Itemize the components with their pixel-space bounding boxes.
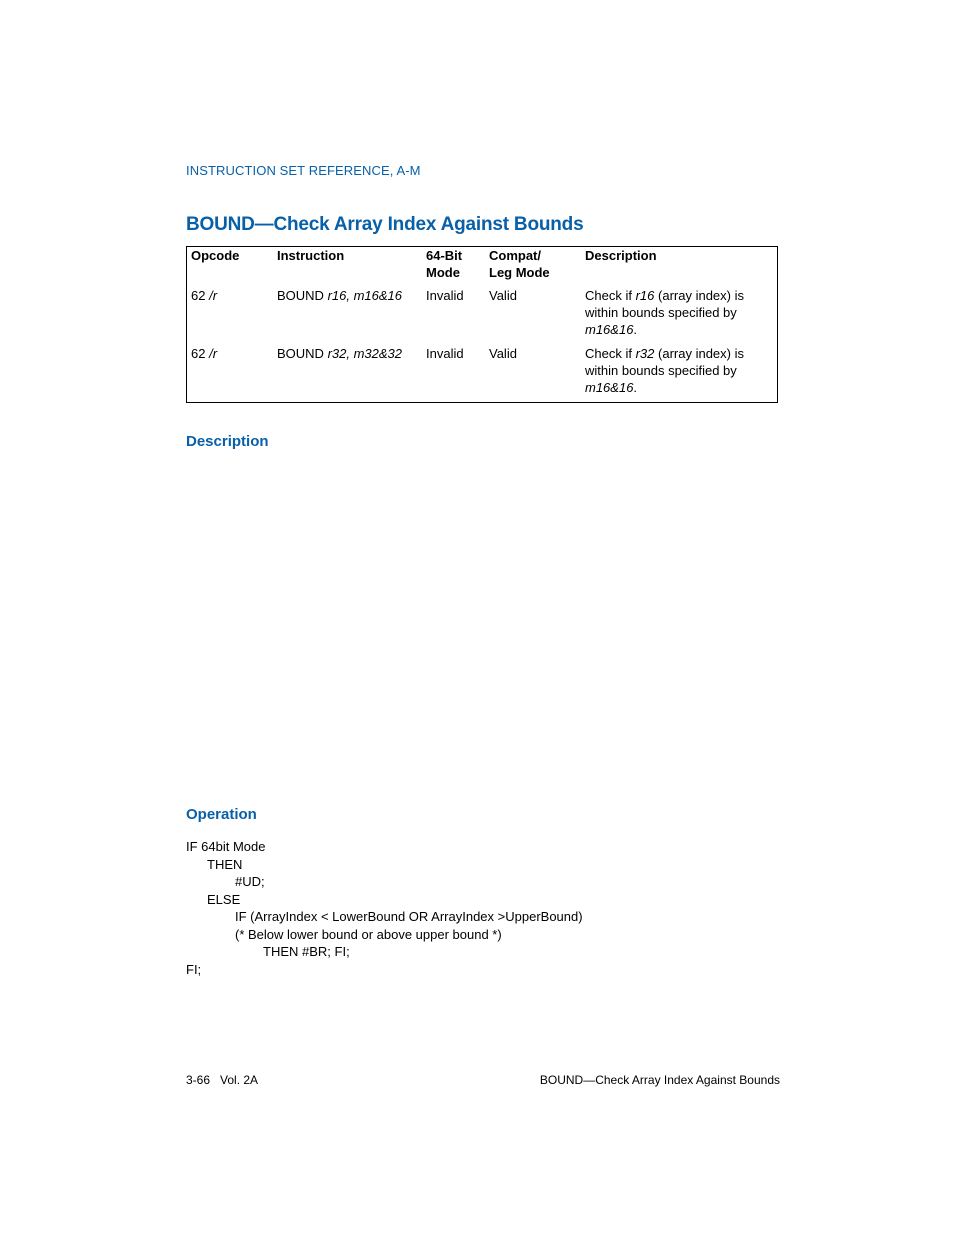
footer-page-number (186, 1073, 258, 1087)
opcode-operand: /r (209, 288, 218, 303)
col-header-compat-line2: Leg Mode (489, 265, 550, 280)
cell-description (581, 287, 778, 345)
col-header-64bit-mode (422, 247, 485, 288)
col-header-compat-line1: Compat/ (489, 248, 541, 263)
cell-opcode (187, 345, 274, 403)
col-header-description (581, 247, 778, 288)
col-header-instruction-label: Instruction (277, 248, 345, 263)
footer-section-title: BOUND—Check Array Index Against Bounds (539, 1073, 780, 1087)
desc-register: r32 (635, 346, 655, 361)
table-row (187, 287, 778, 345)
desc-prefix: Check if (585, 288, 632, 303)
desc-middle: (array index) is within bounds specified by (585, 288, 744, 320)
table-row (187, 345, 778, 403)
col-header-compat-mode (485, 247, 581, 288)
operation-heading: Operation (186, 806, 257, 823)
operands: r32, m32&32 (327, 346, 403, 361)
desc-prefix: Check if (585, 346, 632, 361)
col-header-opcode (187, 247, 274, 288)
cell-64bit-mode: Invalid (426, 346, 464, 361)
cell-instruction (273, 287, 422, 345)
code-line: THEN #BR; FI; (263, 944, 350, 959)
col-header-opcode-label: Opcode (191, 248, 240, 263)
cell-description (581, 345, 778, 403)
cell-compat-mode: Valid (489, 346, 517, 361)
mnemonic: BOUND (277, 288, 324, 303)
code-line: THEN (207, 856, 243, 872)
cell-compat-mode: Valid (489, 288, 517, 303)
cell-instruction (273, 345, 422, 403)
operation-code (186, 838, 583, 978)
running-header: INSTRUCTION SET REFERENCE, A-M (186, 163, 421, 178)
desc-memory-operand: m16&16 (585, 322, 634, 337)
desc-middle: (array index) is within bounds specified by (585, 346, 744, 378)
desc-memory-operand: m16&16 (585, 380, 634, 395)
cell-opcode (187, 287, 274, 345)
col-header-64bit-line2: Mode (426, 265, 460, 280)
cell-64bit-mode: Invalid (426, 288, 464, 303)
opcode-operand: /r (209, 346, 218, 361)
opcode-value: 62 (191, 346, 206, 361)
desc-end: . (633, 380, 638, 395)
code-line: IF (ArrayIndex < LowerBound OR ArrayIndex >UpperBound) (235, 909, 583, 924)
code-line: #UD; (235, 874, 265, 889)
table-header-row (187, 247, 778, 288)
mnemonic: BOUND (277, 346, 324, 361)
code-line: ELSE (207, 891, 241, 907)
opcode-value: 62 (191, 288, 206, 303)
code-line: (* Below lower bound or above upper bound *) (235, 926, 502, 942)
col-header-64bit-line1: 64-Bit (426, 248, 463, 263)
opcode-table (186, 246, 778, 403)
col-header-description-label: Description (585, 248, 657, 263)
operands: r16, m16&16 (327, 288, 403, 303)
description-heading: Description (186, 433, 269, 450)
footer-page-label: 3-66 Vol. 2A (186, 1073, 259, 1087)
desc-end: . (633, 322, 638, 337)
code-line: FI; (186, 961, 202, 977)
code-line: IF 64bit Mode (186, 839, 266, 854)
page-title: BOUND—Check Array Index Against Bounds (186, 214, 584, 235)
desc-register: r16 (635, 288, 655, 303)
col-header-instruction (273, 247, 422, 288)
